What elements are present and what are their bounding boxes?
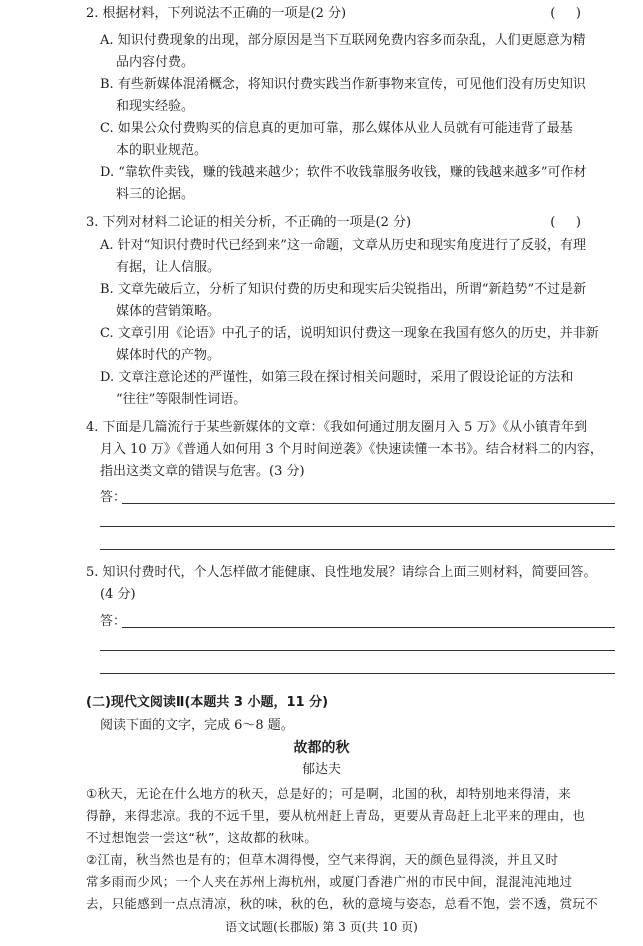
answer-line[interactable] [100,549,615,550]
q3-option-b: B. 文章先破后立，分析了知识付费的历史和现实后尖锐指出，所谓“新趋势”不过是新 [100,282,587,297]
q2-option-b-cont: 和现实经验。 [116,99,195,114]
q3-option-c: C. 文章引用《论语》中孔子的话，说明知识付费这一现象在我国有悠久的历史，并非新 [100,326,599,341]
q3-option-b-cont: 媒体的营销策略。 [116,304,221,319]
essay-paragraph-2-cont: 常多雨而少风；一个人夹在苏州上海杭州，或厦门香港广州的市民中间，混混沌沌地过 [86,874,573,889]
answer-line[interactable] [122,627,615,628]
essay-paragraph-1-cont: 不过想饱尝一尝这“秋”，这故都的秋味。 [86,830,318,845]
q2-option-a-cont: 品内容付费。 [116,55,195,70]
essay-paragraph-2: ②江南，秋当然也是有的；但草木凋得慢，空气来得润，天的颜色显得淡，并且又时 [86,852,559,867]
answer-line[interactable] [100,526,615,527]
q2-option-c-cont: 本的职业规范。 [116,143,208,158]
q3-option-d-cont: “往往”等限制性词语。 [116,392,247,407]
essay-author: 郁达夫 [301,762,341,777]
essay-paragraph-1-cont: 得静，来得悲凉。我的不远千里，要从杭州赶上青岛，更要从青岛赶上北平来的理由，也 [86,808,586,823]
answer-label: 答： [100,490,127,505]
q2-option-c: C. 如果公众付费购买的信息真的更加可靠，那么媒体从业人员就有可能违背了最基 [100,121,573,136]
section-heading: (二)现代文阅读Ⅱ(本题共 3 小题，11 分) [86,695,329,710]
page-footer: 语文试题(长郡版) 第 3 页(共 10 页) [225,920,418,934]
q3-option-a: A. 针对“知识付费时代已经到来”这一命题，文章从历史和现实角度进行了反驳，有理 [100,238,586,253]
essay-paragraph-2-cont: 去，只能感到一点点清凉，秋的味，秋的色，秋的意境与姿态，总看不饱，尝不透，赏玩不 [86,896,599,911]
question-5-line-2: (4 分) [100,587,136,602]
q2-option-a: A. 知识付费现象的出现，部分原因是当下互联网免费内容多而杂乱，人们更愿意为精 [100,33,586,48]
q3-option-a-cont: 有据，让人信服。 [116,260,221,275]
question-4-line-2: 月入 10 万》《普通人如何用 3 个月时间逆袭》《快速读懂一本书》。结合材料二的内容， [100,442,603,457]
question-4-line-3: 指出这类文章的错误与危害。(3 分) [100,464,305,479]
question-2-stem: 2. 根据材料，下列说法不正确的一项是(2 分) ( ) [86,4,611,24]
answer-line[interactable] [122,503,615,504]
answer-line[interactable] [100,650,615,651]
question-3-stem: 3. 下列对材料二论证的相关分析，不正确的一项是(2 分) ( ) [86,213,611,233]
q2-option-d-cont: 料三的论据。 [116,187,195,202]
q2-option-d: D. “靠软件卖钱，赚的钱越来越少；软件不收钱靠服务收钱，赚的钱越来越多”可作材 [100,165,587,180]
q2-option-b: B. 有些新媒体混淆概念，将知识付费实践当作新事物来宣传，可见他们没有历史知识 [100,77,586,92]
answer-paren: ( ) [550,6,581,21]
question-5-line-1: 5. 知识付费时代，个人怎样做才能健康、良性地发展？请综合上面三则材料，简要回答。 [86,565,597,580]
question-4-line-1: 4. 下面是几篇流行于某些新媒体的文章：《我如何通过朋友圈月入 5 万》《从小镇青年到 [86,420,588,435]
essay-title: 故都的秋 [293,740,350,756]
answer-line[interactable] [100,673,615,674]
answer-paren: ( ) [550,215,581,230]
essay-paragraph-1: ①秋天，无论在什么地方的秋天，总是好的；可是啊，北国的秋，却特别地来得清，来 [86,786,572,801]
reading-instruction: 阅读下面的文字，完成 6～8 题。 [100,718,294,733]
answer-label: 答： [100,614,127,629]
q3-option-c-cont: 媒体时代的产物。 [116,348,221,363]
q3-option-d: D. 文章注意论述的严谨性，如第三段在探讨相关问题时，采用了假设论证的方法和 [100,370,574,385]
